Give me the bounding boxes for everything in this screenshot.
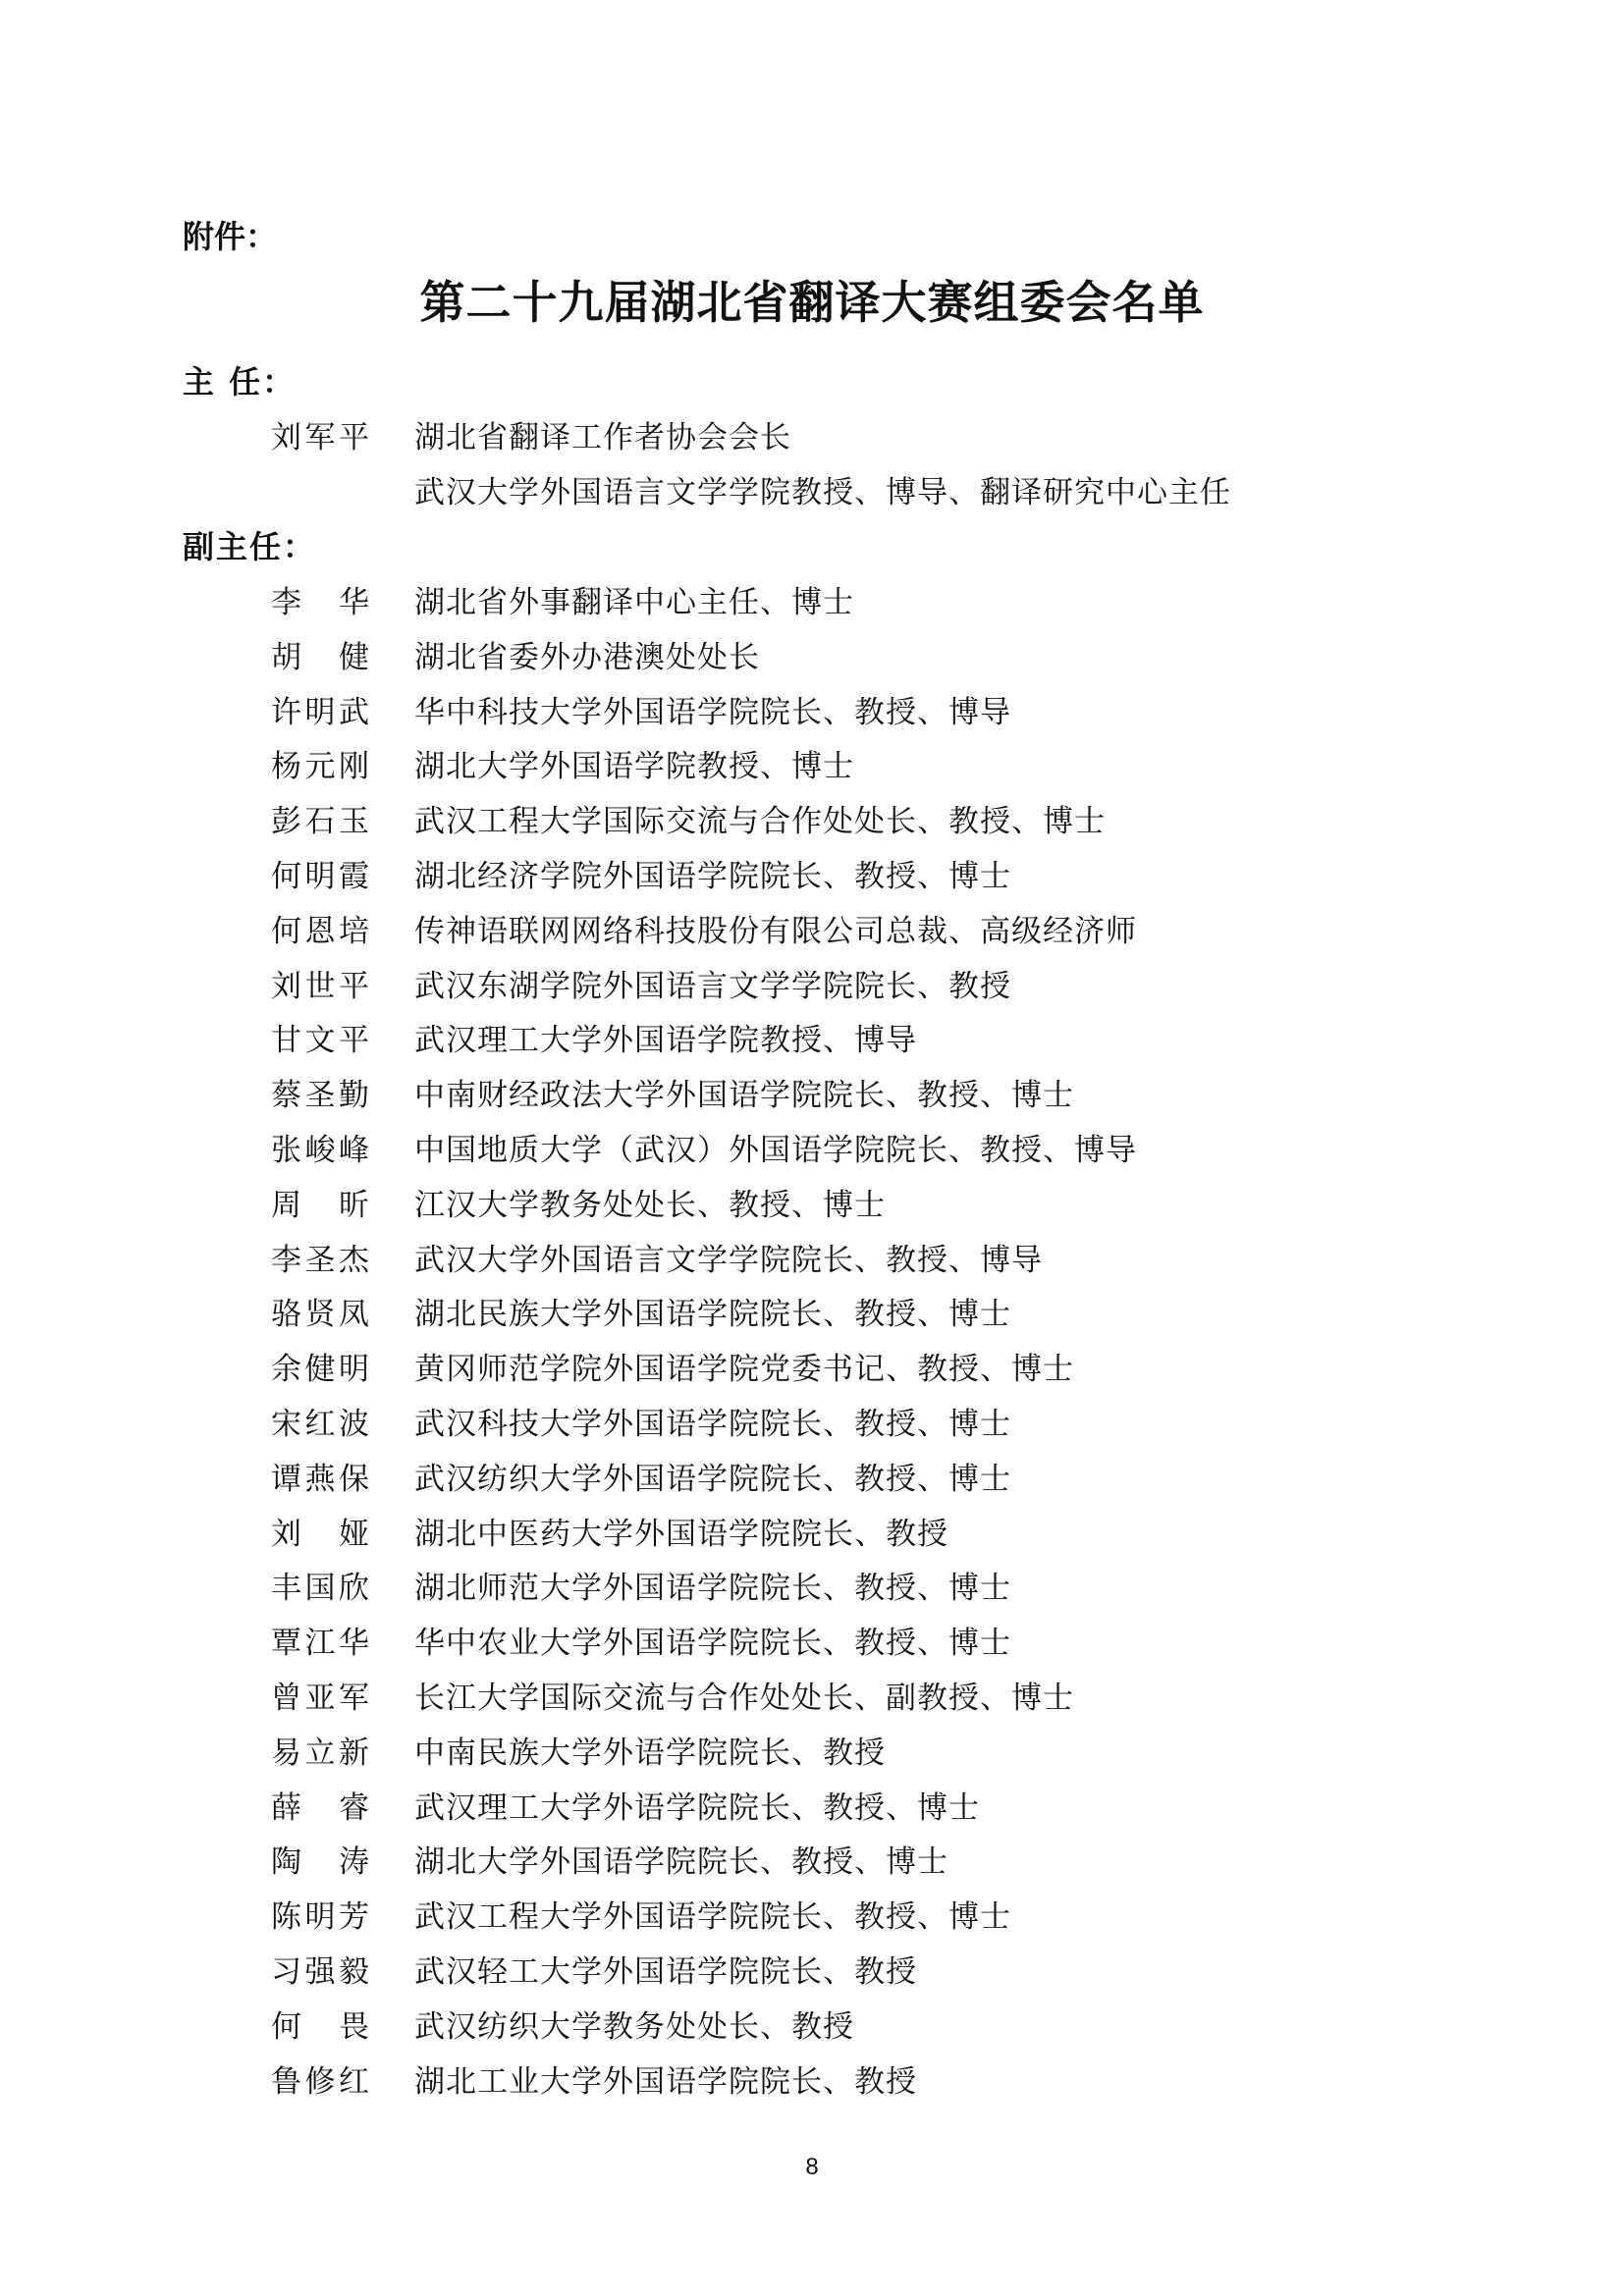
member-name: 丰国欣 <box>271 1571 369 1606</box>
deputy-director-row <box>0 577 1624 626</box>
member-title: 华中科技大学外国语学院院长、教授、博导 <box>414 695 1011 730</box>
member-title: 武汉纺织大学教务处处长、教授 <box>414 2009 854 2045</box>
director-row-continued <box>0 467 1624 516</box>
member-title: 武汉理工大学外语学院院长、教授、博士 <box>414 1790 980 1826</box>
member-name: 刘世平 <box>271 969 369 1004</box>
member-title: 湖北经济学院外国语学院院长、教授、博士 <box>414 859 1011 894</box>
director-title-1: 湖北省翻译工作者协会会长 <box>414 420 791 455</box>
deputy-director-row <box>0 796 1624 845</box>
member-name: 李 华 <box>271 585 369 620</box>
deputy-director-row <box>0 2002 1624 2051</box>
member-title: 传神语联网网络科技股份有限公司总裁、高级经济师 <box>414 914 1137 949</box>
deputy-director-row <box>0 1837 1624 1886</box>
deputy-director-row <box>0 1728 1624 1777</box>
deputy-director-row <box>0 1070 1624 1119</box>
member-name: 许明武 <box>271 695 369 730</box>
member-name: 陈明芳 <box>271 1899 369 1935</box>
deputy-director-row <box>0 1235 1624 1284</box>
deputy-director-row <box>0 687 1624 736</box>
deputy-director-row <box>0 632 1624 681</box>
member-title: 湖北省外事翻译中心主任、博士 <box>414 585 854 620</box>
member-title: 中南民族大学外语学院院长、教授 <box>414 1735 886 1771</box>
deputy-director-row <box>0 1454 1624 1503</box>
member-name: 易立新 <box>271 1735 369 1771</box>
member-title: 武汉大学外国语言文学学院院长、教授、博导 <box>414 1243 1043 1278</box>
member-title: 华中农业大学外国语学院院长、教授、博士 <box>414 1626 1011 1661</box>
member-name: 余健明 <box>271 1352 369 1387</box>
member-title: 湖北师范大学外国语学院院长、教授、博士 <box>414 1571 1011 1606</box>
deputy-director-row <box>0 1947 1624 1996</box>
deputy-director-row <box>0 1180 1624 1229</box>
member-title: 武汉工程大学国际交流与合作处处长、教授、博士 <box>414 804 1106 839</box>
member-name: 刘 娅 <box>271 1517 369 1552</box>
member-title: 武汉工程大学外国语学院院长、教授、博士 <box>414 1899 1011 1935</box>
deputy-director-row <box>0 1618 1624 1667</box>
deputy-director-row <box>0 1783 1624 1832</box>
member-title: 中南财经政法大学外国语学院院长、教授、博士 <box>414 1078 1074 1113</box>
member-title: 长江大学国际交流与合作处处长、副教授、博士 <box>414 1681 1074 1716</box>
member-name: 彭石玉 <box>271 804 369 839</box>
member-title: 中国地质大学（武汉）外国语学院院长、教授、博导 <box>414 1133 1137 1168</box>
deputy-director-row <box>0 1892 1624 1941</box>
deputy-director-row <box>0 961 1624 1010</box>
member-name: 蔡圣勤 <box>271 1078 369 1113</box>
member-name: 甘文平 <box>271 1023 369 1058</box>
member-name: 张峻峰 <box>271 1133 369 1168</box>
member-name: 何明霞 <box>271 859 369 894</box>
member-title: 武汉轻工大学外国语学院院长、教授 <box>414 1954 917 1990</box>
member-title: 江汉大学教务处处长、教授、博士 <box>414 1188 886 1223</box>
deputy-director-row <box>0 1399 1624 1448</box>
deputy-director-row <box>0 1563 1624 1612</box>
deputy-director-row <box>0 1509 1624 1558</box>
director-name: 刘军平 <box>271 420 369 455</box>
member-name: 何恩培 <box>271 914 369 949</box>
member-name: 李圣杰 <box>271 1243 369 1278</box>
member-title: 武汉东湖学院外国语言文学学院院长、教授 <box>414 969 1011 1004</box>
deputy-director-row <box>0 741 1624 790</box>
member-name: 杨元刚 <box>271 749 369 784</box>
deputy-director-row <box>0 1344 1624 1393</box>
member-name: 谭燕保 <box>271 1462 369 1497</box>
deputy-director-row <box>0 1015 1624 1064</box>
member-name: 覃江华 <box>271 1626 369 1661</box>
member-title: 湖北中医药大学外国语学院院长、教授 <box>414 1517 948 1552</box>
deputy-director-row <box>0 1289 1624 1338</box>
member-title: 武汉理工大学外国语学院教授、博导 <box>414 1023 917 1058</box>
member-name: 陶 涛 <box>271 1844 369 1880</box>
deputy-section-label: 副主任： <box>183 528 317 565</box>
member-title: 湖北大学外国语学院院长、教授、博士 <box>414 1844 948 1880</box>
member-name: 骆贤凤 <box>271 1297 369 1332</box>
deputy-director-row <box>0 1125 1624 1174</box>
member-title: 湖北大学外国语学院教授、博士 <box>414 749 854 784</box>
attachment-label: 附件： <box>183 218 278 255</box>
deputy-director-row <box>0 2056 1624 2106</box>
deputy-director-row <box>0 851 1624 900</box>
deputy-director-row <box>0 906 1624 955</box>
director-row <box>0 412 1624 461</box>
director-title-2: 武汉大学外国语言文学学院教授、博导、翻译研究中心主任 <box>414 475 1231 510</box>
document-title: 第二十九届湖北省翻译大赛组委会名单 <box>419 276 1205 329</box>
member-name: 曾亚军 <box>271 1681 369 1716</box>
member-title: 湖北省委外办港澳处处长 <box>414 640 760 675</box>
member-name: 鲁修红 <box>271 2064 369 2100</box>
director-section-label: 主 任： <box>183 363 297 400</box>
member-title: 湖北工业大学外国语学院院长、教授 <box>414 2064 917 2100</box>
member-name: 何 畏 <box>271 2009 369 2045</box>
member-name: 薛 睿 <box>271 1790 369 1826</box>
member-name: 周 昕 <box>271 1188 369 1223</box>
deputy-director-row <box>0 1673 1624 1722</box>
page-number: 8 <box>805 2154 819 2180</box>
member-name: 胡 健 <box>271 640 369 675</box>
member-title: 湖北民族大学外国语学院院长、教授、博士 <box>414 1297 1011 1332</box>
member-name: 习强毅 <box>271 1954 369 1990</box>
member-title: 武汉科技大学外国语学院院长、教授、博士 <box>414 1407 1011 1442</box>
member-title: 武汉纺织大学外国语学院院长、教授、博士 <box>414 1462 1011 1497</box>
member-name: 宋红波 <box>271 1407 369 1442</box>
member-title: 黄冈师范学院外国语学院党委书记、教授、博士 <box>414 1352 1074 1387</box>
